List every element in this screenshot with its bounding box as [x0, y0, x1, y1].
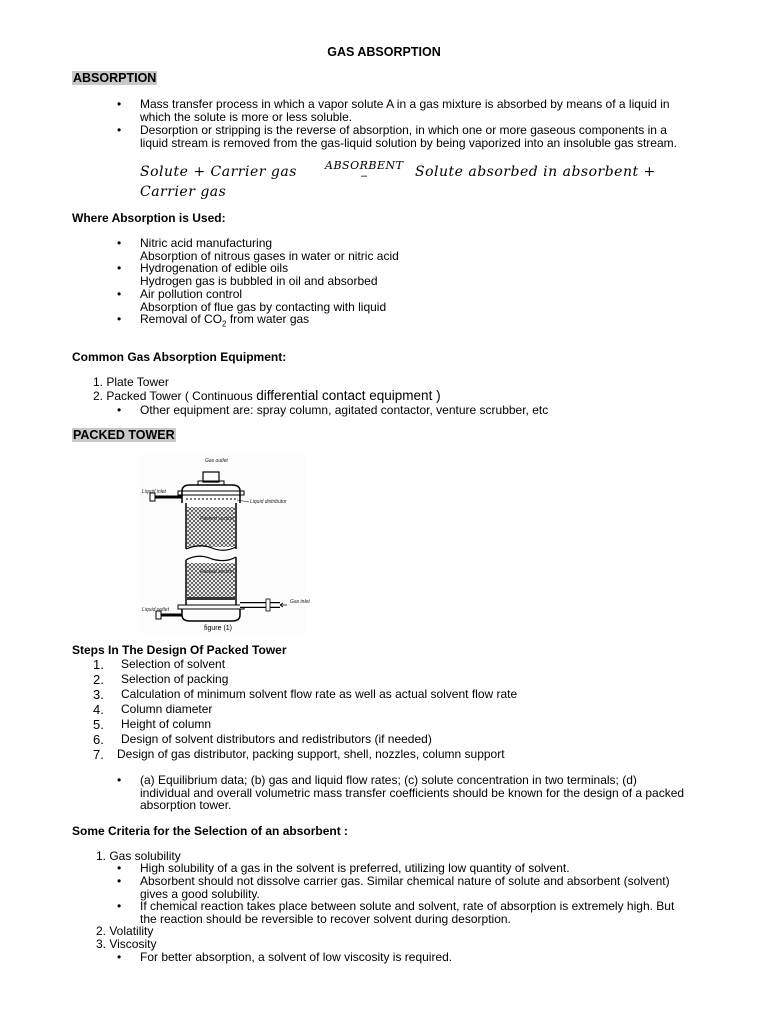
list-item: • Desorption or stripping is the reverse of absorption, in which one or more gaseous components in a liquid stream is removed from the gas-liquid solution by being vaporized into an insoluble gas stream. [117, 123, 677, 150]
equation-right: Solute absorbed in absorbent + [415, 164, 656, 180]
label-gas-outlet: Gas outlet [205, 458, 228, 464]
bullet-icon: • [117, 950, 122, 964]
label-packed-section-bottom: Packed section [200, 569, 234, 575]
step-text: Height of column [121, 717, 212, 731]
step-number: 2. [93, 672, 104, 687]
step-text: Design of gas distributor, packing support, shell, nozzles, column support [117, 747, 505, 761]
list-item: • If chemical reaction takes place between solute and solvent, rate of absorption is extremely high. But the reaction should be reversible to recover solvent during desorption. [117, 899, 675, 926]
step-number: 7. [93, 747, 104, 762]
bullet-icon: • [117, 861, 122, 875]
packed-section-upper [187, 507, 235, 547]
equation-left: Solute + Carrier gas [140, 164, 297, 180]
bullet-icon: • [117, 773, 122, 787]
step-text: Design of solvent distributors and redistributors (if needed) [121, 732, 432, 746]
section-heading-absorption: ABSORPTION [73, 71, 157, 85]
list-item: • For better absorption, a solvent of low viscosity is required. [117, 950, 453, 964]
list-item: • High solubility of a gas in the solvent is preferred, utilizing low quantity of solvent. [117, 861, 570, 875]
list-item: • Hydrogenation of edible oils Hydrogen gas is bubbled in oil and absorbed [117, 261, 378, 288]
equation-arrow-label: ABSORBENT [325, 159, 404, 172]
section-heading-design-steps: Steps In The Design Of Packed Tower [72, 643, 287, 657]
bullet-icon: • [117, 236, 122, 250]
list-item: • Mass transfer process in which a vapor solute A in a gas mixture is absorbed by means of a liquid in which the solute is more or less soluble. [117, 97, 670, 124]
section-heading-criteria: Some Criteria for the Selection of an absorbent : [72, 824, 349, 838]
bullet-icon: • [117, 899, 122, 913]
step-number: 1. [93, 657, 104, 672]
step-text: Column diameter [121, 702, 213, 716]
list-item: • Absorbent should not dissolve carrier gas. Similar chemical nature of solute and absorbent (solvent) gives a good solubility. [117, 874, 670, 901]
bullet-icon: • [117, 287, 122, 301]
bullet-icon: • [117, 97, 122, 111]
equation-line2: Carrier gas [140, 184, 227, 200]
section-heading-equipment: Common Gas Absorption Equipment: [72, 350, 287, 364]
label-liquid-distributor: Liquid distributor [250, 499, 287, 505]
list-item: • Removal of $CO_2$ from water gas [117, 312, 310, 329]
list-item: 3. Viscosity [96, 937, 157, 951]
section-heading-where-used: Where Absorption is Used: [72, 211, 226, 225]
list-item: 2. Packed Tower ( Continuous differential contact equipment ) [93, 388, 441, 403]
bullet-icon: • [117, 403, 122, 417]
equation-arrow-icon: – [361, 170, 368, 182]
list-item: • Nitric acid manufacturing Absorption of nitrous gases in water or nitric acid [117, 236, 399, 263]
step-text: Selection of packing [121, 672, 229, 686]
bullet-icon: • [117, 874, 122, 888]
step-number: 5. [93, 717, 104, 732]
label-gas-inlet: Gas inlet [290, 599, 310, 605]
packed-tower-diagram [140, 455, 310, 633]
step-text: Selection of solvent [121, 657, 226, 671]
step-text: Calculation of minimum solvent flow rate as well as actual solvent flow rate [121, 687, 518, 701]
bullet-icon: • [117, 261, 122, 275]
figure-caption: figure (1) [204, 625, 233, 632]
packed-tower-figure [140, 455, 310, 633]
bullet-icon: • [117, 123, 122, 137]
label-liquid-outlet: Liquid outlet [142, 607, 169, 613]
list-item: • Air pollution control Absorption of flue gas by contacting with liquid [117, 287, 387, 314]
bullet-icon: • [117, 312, 122, 326]
label-packed-section-top: Packed section [200, 516, 234, 522]
list-item: 1. Plate Tower [93, 375, 169, 389]
label-liquid-inlet: Liquid inlet [142, 489, 166, 495]
list-item: 1. Gas solubility [96, 849, 181, 863]
step-number: 6. [93, 732, 104, 747]
step-number: 3. [93, 687, 104, 702]
list-item: 2. Volatility [96, 924, 154, 938]
page-title: GAS ABSORPTION [327, 45, 441, 59]
step-number: 4. [93, 702, 104, 717]
list-item: • (a) Equilibrium data; (b) gas and liquid flow rates; (c) solute concentration in two terminals; (d) individual and overall volumetric mass transfer coefficients should be known for the design of a packed absorption tower. [117, 773, 685, 812]
list-item: • Other equipment are: spray column, agitated contactor, venture scrubber, etc [117, 403, 549, 417]
section-heading-packed-tower: PACKED TOWER [73, 428, 175, 442]
